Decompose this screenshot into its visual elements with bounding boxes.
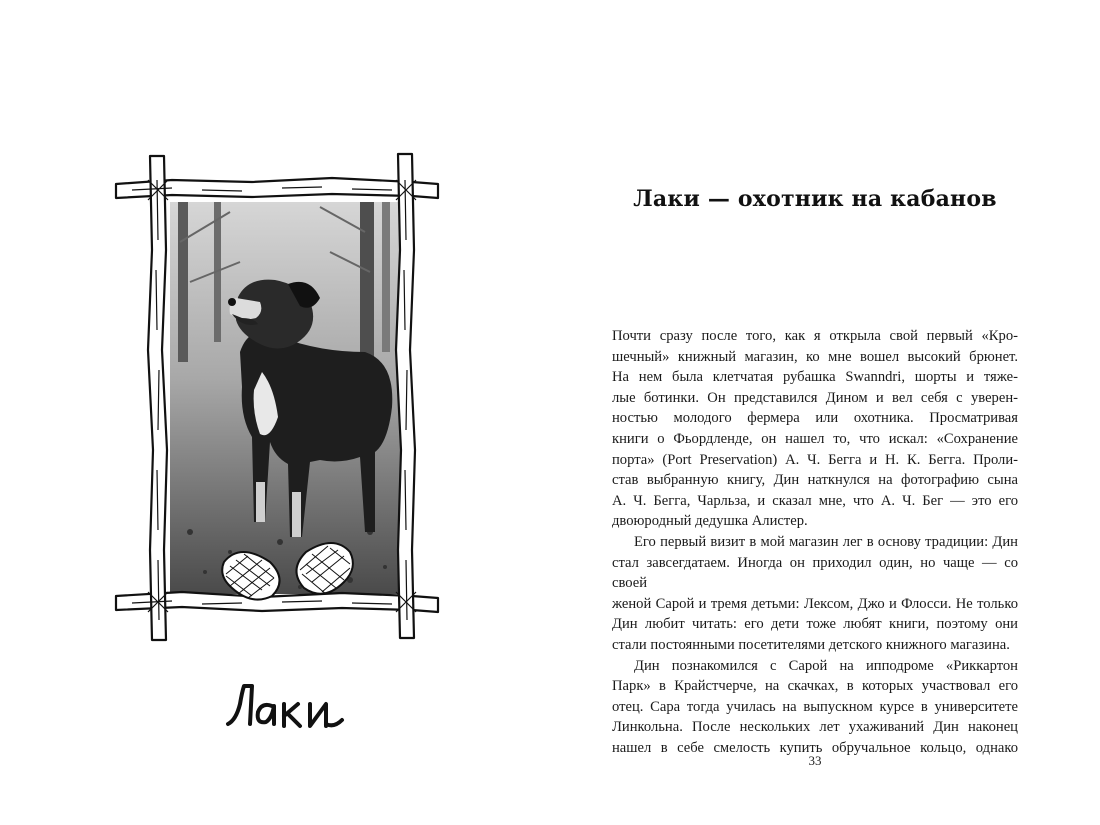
text-line: став выбранную книгу, Дин наткнулся на фотографию сына: [612, 472, 1018, 489]
text-line: порта» (Port Preservation) А. Ч. Бегга и Н. К. Бегга. Проли-: [612, 451, 1018, 468]
handwritten-name-lucky: [222, 670, 362, 740]
text-line: ностью молодого фермера или охотника. Просматривая: [612, 410, 1018, 427]
text-line: стали постоянными посетителями детского книжного магазина.: [612, 636, 1010, 653]
text-line: стал завсегдатаем. Иногда он приходил один, но чаще — со своей: [612, 554, 1018, 592]
text-line: лые ботинки. Он представился Дином и вел себя с уверен-: [612, 389, 1018, 406]
text-line: На нем была клетчатая рубашка Swanndri, шорты и тяже-: [612, 369, 1018, 386]
wooden-frame-illustration: [112, 150, 442, 645]
text-line: Его первый визит в мой магазин лег в основу традиции: Дин: [634, 533, 1018, 550]
page-number: 33: [808, 753, 822, 768]
text-line: Парк» в Крайстчерче, на скачках, в которых участвовал его: [612, 678, 1018, 695]
chapter-title: Лаки — охотник на кабанов: [633, 186, 997, 212]
text-line: шечный» книжный магазин, ко мне вошел высокий брюнет.: [612, 348, 1018, 365]
body-text: [612, 326, 1018, 758]
text-line: А. Ч. Бегга, Чарльза, и сказал мне, что А. Ч. Бег — это его: [612, 492, 1018, 509]
text-line: Дин любит читать: его дети тоже любят книги, поэтому они: [612, 616, 1018, 633]
text-line: нашел в себе смелость купить обручальное кольцо, однако: [612, 739, 1018, 756]
text-line: двоюродный дедушка Алистер.: [612, 513, 808, 530]
photo-frame: [112, 150, 442, 645]
text-line: отец. Сара тогда училась на выпускном курсе в университете: [612, 698, 1018, 715]
text-line: книги о Фьордленде, он нашел то, что искал: «Сохранение: [612, 430, 1018, 447]
text-line: Дин познакомился с Сарой на ипподроме «Риккартон: [634, 657, 1018, 674]
text-line: Почти сразу после того, как я открыла свой первый «Кро-: [612, 328, 1018, 344]
text-line: женой Сарой и тремя детьми: Лексом, Джо и Флосси. Не только: [612, 595, 1018, 612]
text-line: Линкольна. После нескольких лет ухаживаний Дин наконец: [612, 719, 1018, 736]
